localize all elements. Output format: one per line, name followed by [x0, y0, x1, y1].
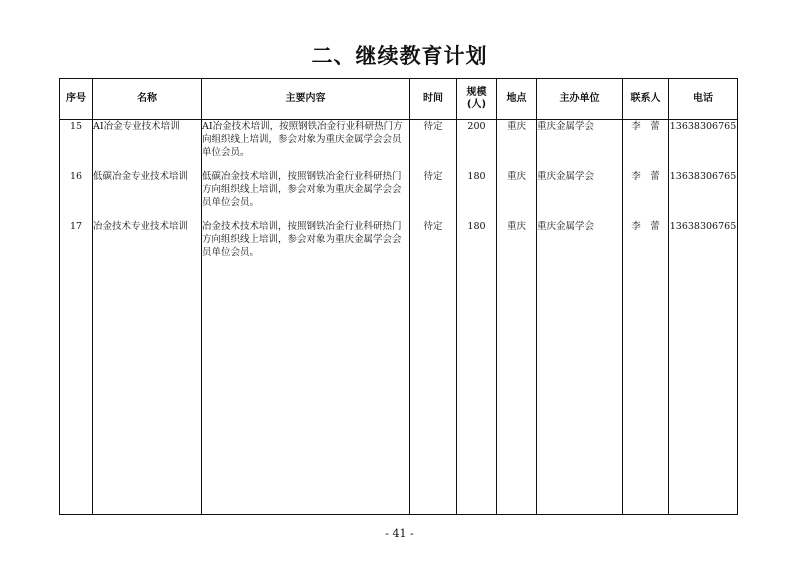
header-scale-line1: 规模: [466, 87, 487, 98]
cell-time: 待定: [410, 120, 457, 171]
header-time: 时间: [410, 79, 457, 120]
cell-phone: 13638306765: [669, 220, 738, 270]
cell-contact: 李 蕾: [623, 120, 669, 171]
cell-place: 重庆: [497, 220, 537, 270]
cell-scale: 180: [457, 220, 497, 270]
table-empty-area: [60, 270, 738, 515]
table-row: [60, 220, 738, 270]
cell-place: 重庆: [497, 120, 537, 171]
cell-organizer: 重庆金属学会: [537, 120, 623, 171]
cell-organizer: 重庆金属学会: [537, 170, 623, 220]
cell-contact: 李 蕾: [623, 220, 669, 270]
continuing-education-table: [59, 78, 738, 515]
cell-organizer: 重庆金属学会: [537, 220, 623, 270]
cell-place: 重庆: [497, 170, 537, 220]
cell-contact: 李 蕾: [623, 170, 669, 220]
header-content: 主要内容: [202, 79, 410, 120]
table-row: [60, 120, 738, 171]
cell-scale: 200: [457, 120, 497, 171]
cell-content: 冶金技术技术培训，按照钢铁冶金行业科研热门方向组织线上培训，参会对象为重庆金属学会会员单位会员。: [202, 220, 410, 270]
cell-no: 15: [60, 120, 93, 171]
cell-phone: 13638306765: [669, 170, 738, 220]
cell-name: 冶金技术专业技术培训: [93, 220, 202, 270]
header-place: 地点: [497, 79, 537, 120]
cell-time: 待定: [410, 220, 457, 270]
header-contact: 联系人: [623, 79, 669, 120]
cell-name: AI冶金专业技术培训: [93, 120, 202, 171]
cell-scale: 180: [457, 170, 497, 220]
page-title: 二、继续教育计划: [311, 44, 488, 68]
cell-no: 16: [60, 170, 93, 220]
cell-no: 17: [60, 220, 93, 270]
header-phone: 电话: [669, 79, 738, 120]
cell-phone: 13638306765: [669, 120, 738, 171]
header-scale: [457, 79, 497, 120]
header-organizer: 主办单位: [537, 79, 623, 120]
header-scale-line2: (人): [466, 99, 487, 110]
cell-name: 低碳冶金专业技术培训: [93, 170, 202, 220]
table-row: [60, 170, 738, 220]
table-header-row: [60, 79, 738, 120]
cell-time: 待定: [410, 170, 457, 220]
header-name: 名称: [93, 79, 202, 120]
page-number: - 41 -: [385, 527, 414, 540]
header-no: 序号: [60, 79, 93, 120]
cell-content: 低碳冶金技术培训，按照钢铁冶金行业科研热门方向组织线上培训，参会对象为重庆金属学会会员单位会员。: [202, 170, 410, 220]
cell-content: AI冶金技术培训，按照钢铁冶金行业科研热门方向组织线上培训，参会对象为重庆金属学会会员单位会员。: [202, 120, 410, 171]
